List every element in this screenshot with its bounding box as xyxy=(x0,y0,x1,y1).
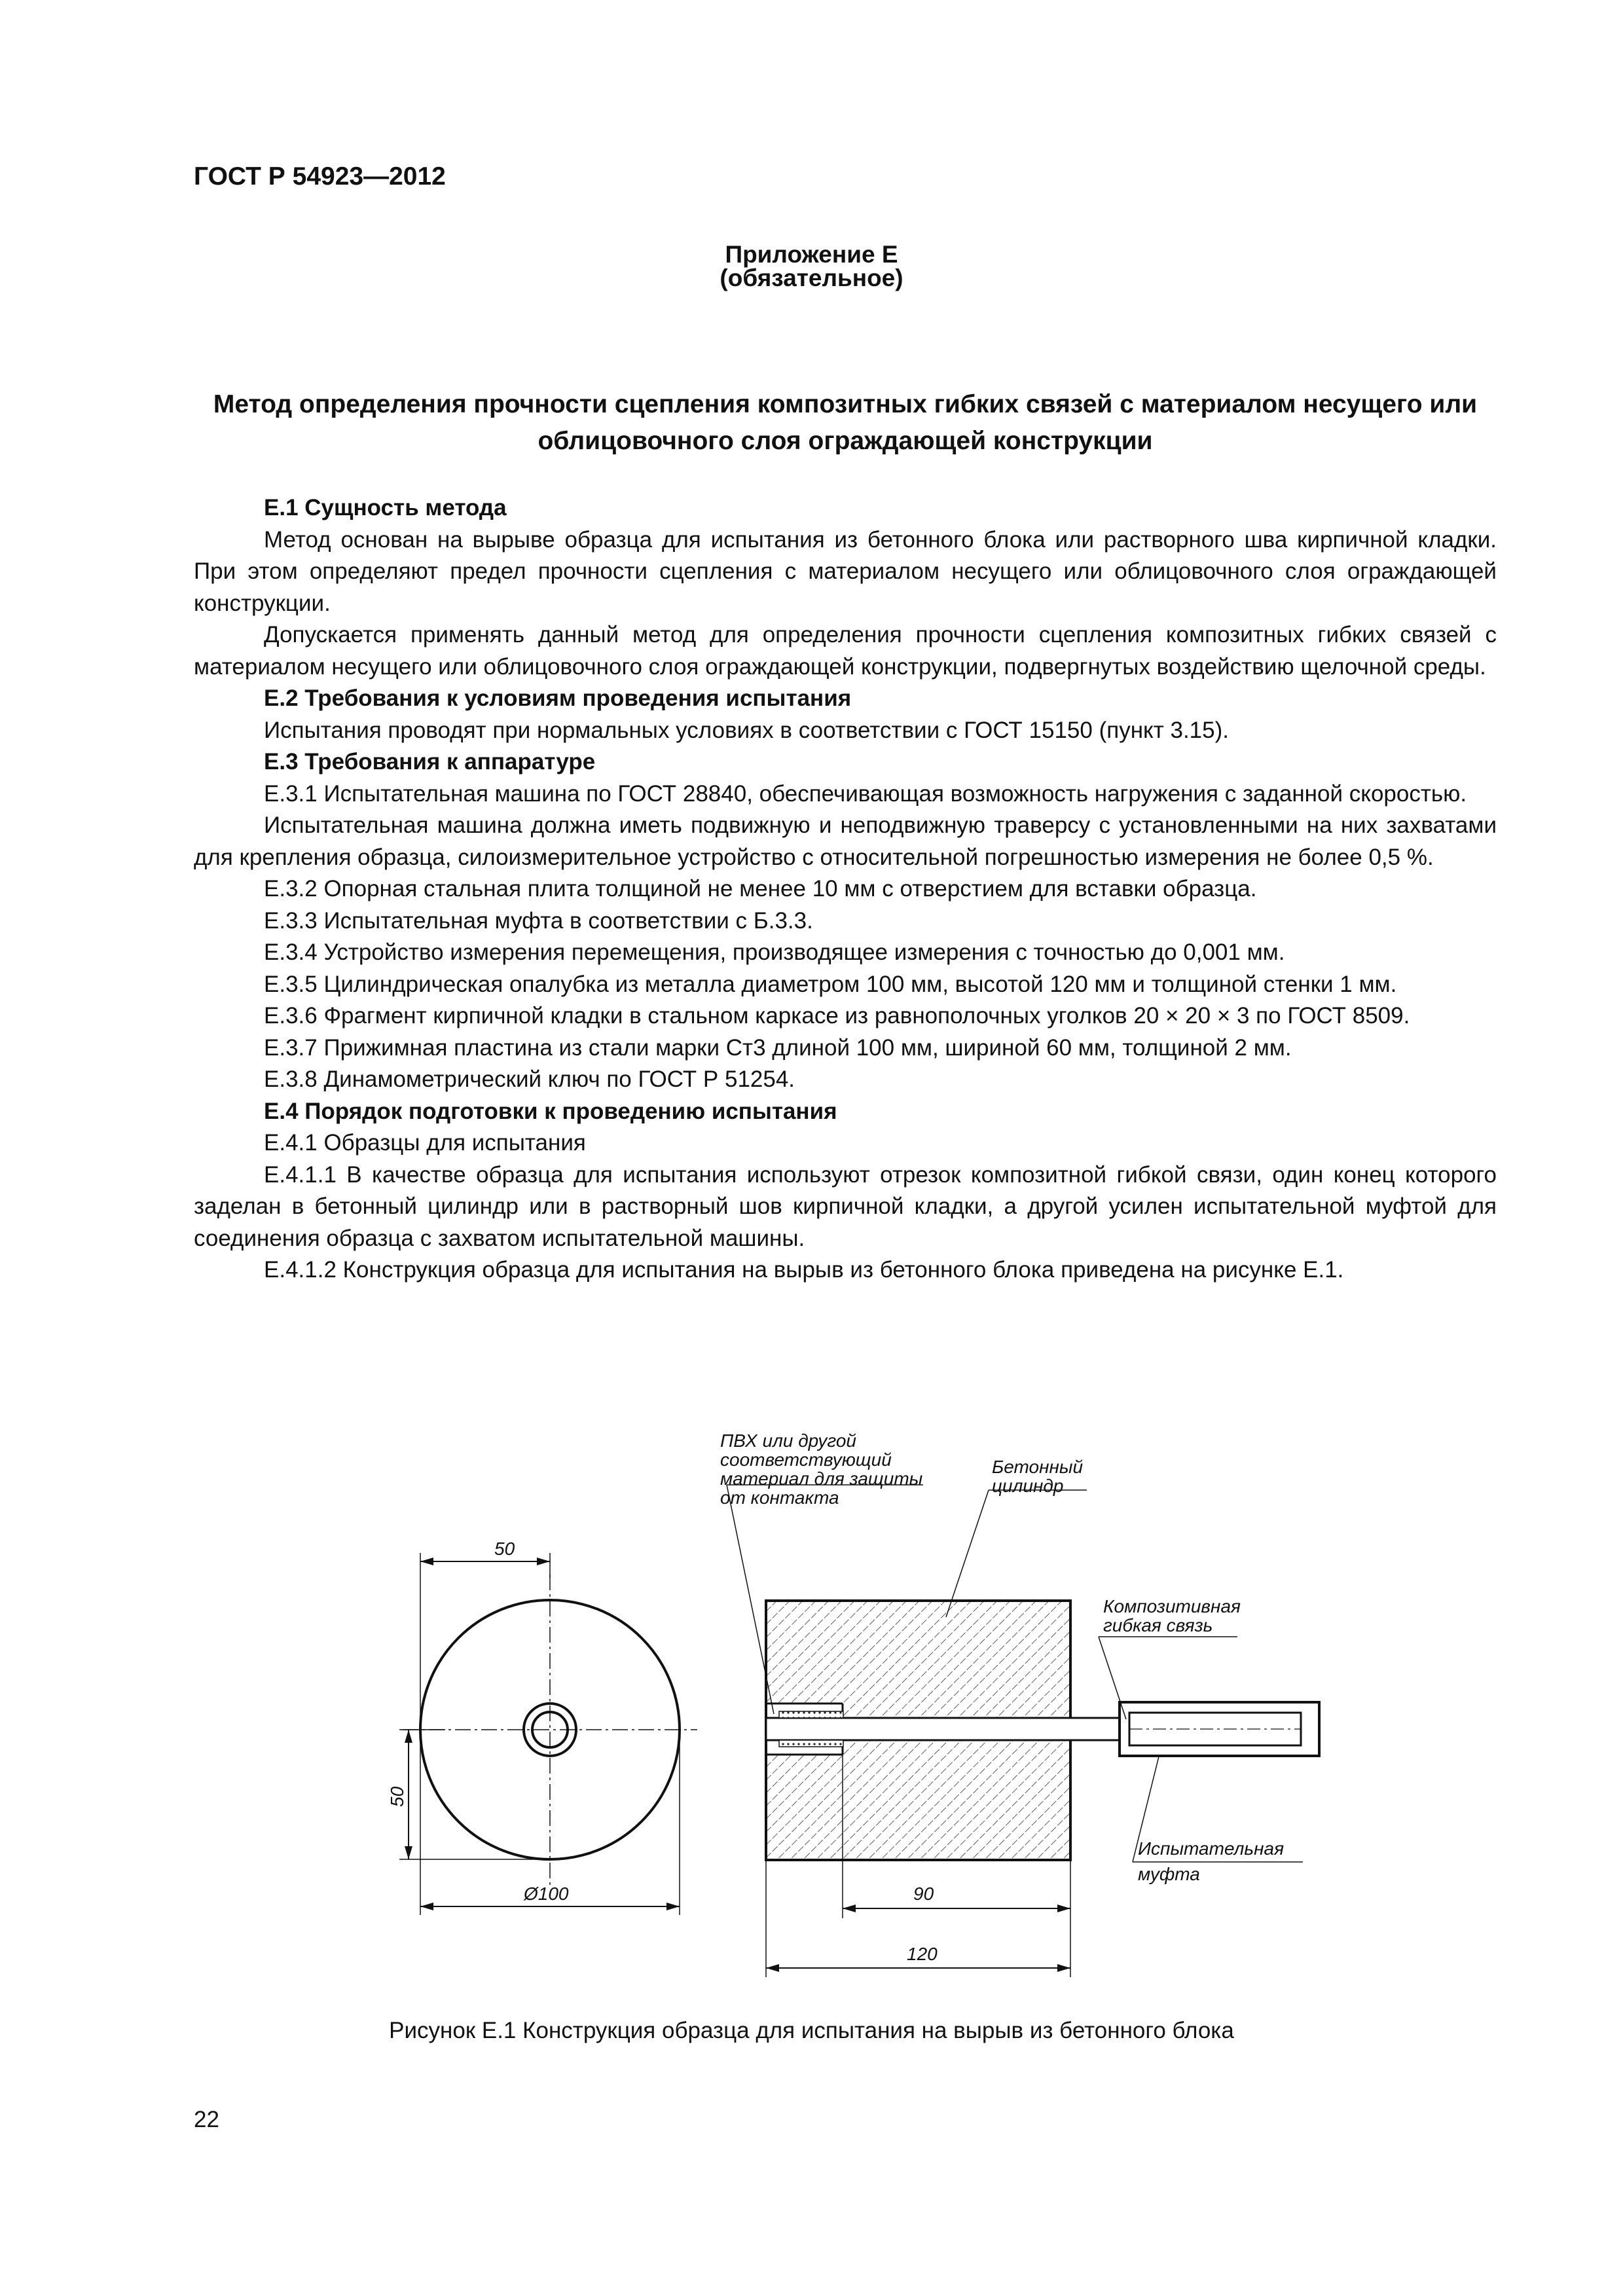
clause-e3-1: Е.3.1 Испытательная машина по ГОСТ 28840, обеспечивающая возможность нагружения с заданной скоростью. xyxy=(264,780,1467,807)
label-concrete-1: Бетонный xyxy=(992,1457,1084,1477)
paragraph: Метод основан на вырыве образца для испытания из бетонного блока или растворного шва кирпичной кладки. При этом определяют предел прочности сцепления с материалом несущего или облицовочного слоя ограждающей конструкции. xyxy=(194,526,1497,616)
clause-e3-3: Е.3.3 Испытательная муфта в соответствии с Б.3.3. xyxy=(264,907,813,934)
label-sleeve-2: муфта xyxy=(1138,1864,1200,1884)
section-heading-e2: Е.2 Требования к условиям проведения испытания xyxy=(264,685,852,711)
appendix-heading: Метод определения прочности сцепления композитных гибких связей с материалом несущего или облицовочного слоя ограждающей конструкции xyxy=(213,390,1478,455)
dim-side-radius: 50 xyxy=(387,1786,407,1807)
clause-e3-4: Е.3.4 Устройство измерения перемещения, производящее измерения с точностью до 0,001 мм. xyxy=(264,939,1285,965)
paragraph: Испытания проводят при нормальных условиях в соответствии с ГОСТ 15150 (пункт 3.15). xyxy=(264,717,1229,743)
appendix-kind: (обязательное) xyxy=(720,264,903,291)
label-pvc-4: от контакта xyxy=(720,1487,839,1508)
clause-e3-7: Е.3.7 Прижимная пластина из стали марки Ст3 длиной 100 мм, шириной 60 мм, толщиной 2 мм. xyxy=(264,1034,1292,1061)
clause-e3-8: Е.3.8 Динамометрический ключ по ГОСТ Р 51254. xyxy=(264,1066,795,1092)
clause-e3-5: Е.3.5 Цилиндрическая опалубка из металла диаметром 100 мм, высотой 120 мм и толщиной стенки 1 мм. xyxy=(264,971,1397,997)
document-number: ГОСТ Р 54923—2012 xyxy=(194,162,446,191)
label-pvc-3: материал для защиты xyxy=(720,1468,923,1489)
clause-e3-6: Е.3.6 Фрагмент кирпичной кладки в стальном каркасе из равнополочных уголков 20 × 20 × 3 по ГОСТ 8509. xyxy=(264,1003,1410,1029)
label-rod-2: гибкая связь xyxy=(1103,1615,1213,1635)
clause-e3-2: Е.3.2 Опорная стальная плита толщиной не менее 10 мм с отверстием для вставки образца. xyxy=(264,876,1257,902)
paragraph: Допускается применять данный метод для определения прочности сцепления композитных гибких связей с материалом несущего или облицовочного слоя ограждающей конструкции, подвергнутых воздействию щелочной среды. xyxy=(194,622,1497,680)
label-pvc-2: соответствующий xyxy=(720,1449,892,1470)
figure-e1 xyxy=(367,1427,1349,1990)
label-rod-1: Композитивная xyxy=(1103,1596,1241,1616)
figure-caption: Рисунок Е.1 Конструкция образца для испытания на вырыв из бетонного блока xyxy=(389,2018,1234,2043)
clause-e4-1: Е.4.1 Образцы для испытания xyxy=(264,1130,586,1156)
dim-top-radius: 50 xyxy=(494,1539,515,1559)
section-heading-e4: Е.4 Порядок подготовки к проведению испытания xyxy=(264,1098,837,1124)
disc-front-view xyxy=(399,1553,697,1915)
appendix-title: Приложение Е xyxy=(725,241,898,268)
document-body xyxy=(194,492,1497,1286)
section-heading-e3: Е.3 Требования к аппаратуре xyxy=(264,749,596,774)
clause-e4-1-2: Е.4.1.2 Конструкция образца для испытания на вырыв из бетонного блока приведена на рисунке Е.1. xyxy=(264,1257,1344,1283)
clause-e4-1-1: Е.4.1.1 В качестве образца для испытания используют отрезок композитной гибкой связи, один конец которого заделан в бетонный цилиндр или в растворный шов кирпичной кладки, а другой усилен испытательной муфтой для соединения образца с захватом испытательной машины. xyxy=(194,1161,1497,1251)
paragraph: Испытательная машина должна иметь подвижную и неподвижную траверсу с установленными на них захватами для крепления образца, силоизмерительное устройство с относительной погрешностью измерения не более 0,5 %. xyxy=(194,812,1497,870)
dim-length: 120 xyxy=(907,1944,938,1964)
label-pvc-1: ПВХ или другой xyxy=(720,1430,856,1451)
page-number: 22 xyxy=(194,2107,219,2132)
label-sleeve-1: Испытательная xyxy=(1138,1838,1285,1859)
dim-embed: 90 xyxy=(913,1884,934,1904)
section-side-view xyxy=(727,1485,1319,1977)
label-concrete-2: цилиндр xyxy=(992,1476,1064,1496)
section-heading-e1: Е.1 Сущность метода xyxy=(264,495,507,520)
dim-diameter: Ø100 xyxy=(524,1884,569,1904)
